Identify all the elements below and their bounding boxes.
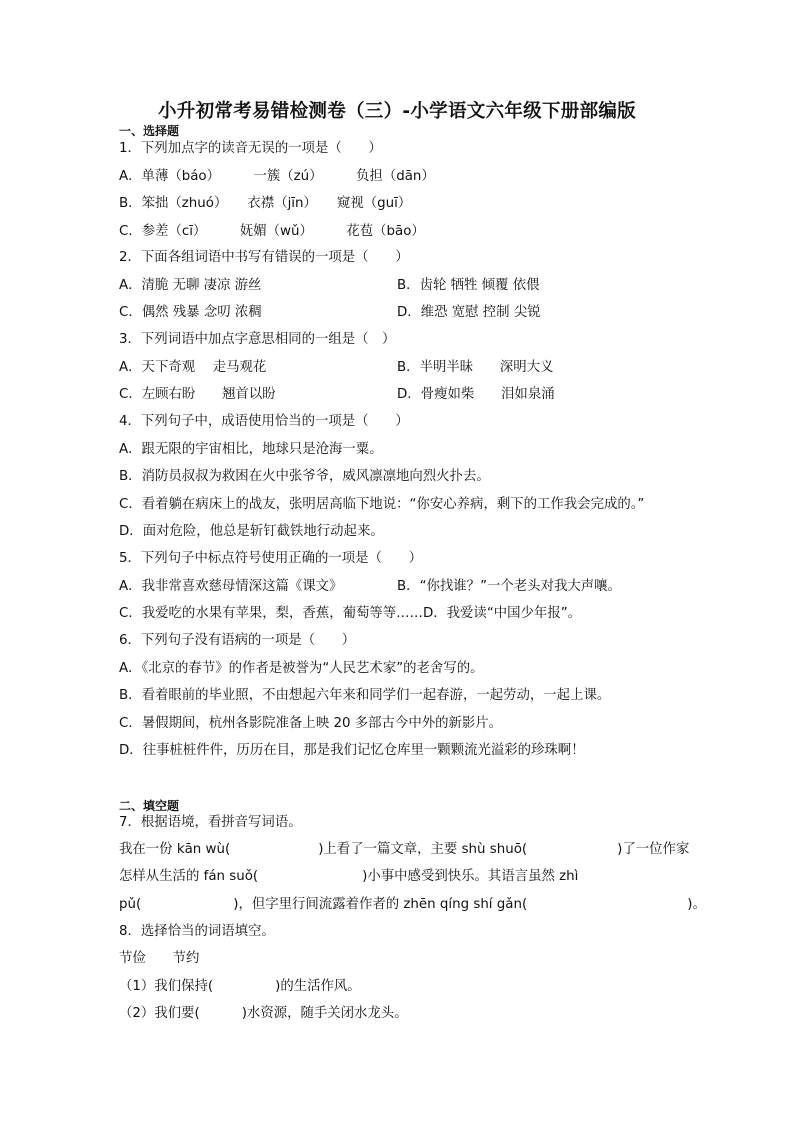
- q6-option-c: C．暑假期间，杭州各影院准备上映 20 多部古今中外的新影片。: [119, 716, 503, 731]
- q8-stem: 8．选择恰当的词语填空。: [119, 924, 275, 939]
- q7-line-1: [119, 841, 689, 859]
- q8-word-choices: 节俭 节约: [119, 951, 200, 966]
- q6-stem: 6．下列句子没有语病的一项是（ ）: [119, 633, 356, 648]
- q4-option-d: D．面对危险，他总是斩钉截铁地行动起来。: [119, 524, 384, 539]
- q4-stem: 4．下列句子中，成语使用恰当的一项是（ ）: [119, 414, 409, 429]
- q2-stem: 2．下面各组词语中书写有错误的一项是（ ）: [119, 250, 409, 265]
- q7-line-2: [119, 868, 578, 886]
- q7-text: )，但字里行间流露着作者的 zhēn qíng shí gǎn(: [233, 897, 528, 912]
- page-title: 小升初常考易错检测卷（三）-小学语文六年级下册部编版: [158, 101, 636, 122]
- q1-stem: 1．下列加点字的读音无误的一项是（ ）: [119, 141, 382, 156]
- q7-line-3: [119, 896, 706, 914]
- q4-option-a: A．跟无限的宇宙相比，地球只是沧海一粟。: [119, 442, 383, 457]
- q1-option-c: C．参差（cī） 妩媚（wǔ） 花苞（bāo）: [119, 224, 425, 239]
- q6-option-a: A．《北京的春节》的作者是被誉为“人民艺术家”的老舍写的。: [119, 661, 484, 676]
- q8-sentence-2: [119, 1005, 408, 1023]
- q8-sentence-1: [119, 978, 361, 996]
- section-heading-choice: 一、选择题: [119, 124, 180, 138]
- q8-text: （1）我们保持(: [119, 979, 214, 994]
- q2-option-d: D．维恐 宽慰 控制 尖锐: [397, 305, 541, 320]
- q5-stem: 5．下列句子中标点符号使用正确的一项是（ ）: [119, 551, 423, 566]
- q7-text: )。: [687, 897, 706, 912]
- q7-text: )了一位作家: [617, 842, 690, 857]
- section-heading-fill: 二、填空题: [119, 799, 180, 813]
- q3-option-a: A．天下奇观 走马观花: [119, 360, 267, 375]
- q5-option-b: B．“你找谁？”一个老头对我大声嚷。: [397, 579, 621, 594]
- q3-stem: 3．下列词语中加点字意思相同的一组是（ ）: [119, 332, 396, 347]
- q7-text: 怎样从生活的 fán suǒ(: [119, 869, 259, 884]
- q8-text: （2）我们要(: [119, 1006, 200, 1021]
- q3-option-c: C．左顾右盼 翘首以盼: [119, 387, 276, 402]
- q4-option-b: B．消防员叔叔为救困在火中张爷爷，威风凛凛地向烈火扑去。: [119, 469, 490, 484]
- q6-option-d: D．往事桩桩件件，历历在目，那是我们记忆仓库里一颗颗流光溢彩的珍珠啊！: [119, 743, 585, 758]
- q7-stem: 7．根据语境，看拼音写词语。: [119, 815, 302, 830]
- q5-option-cd: C．我爱吃的水果有苹果，梨，香蕉，葡萄等等……D．我爱读“中国少年报”。: [119, 606, 582, 621]
- q5-option-a: A．我非常喜欢慈母情深这篇《课文》: [119, 579, 343, 594]
- q3-option-b: B．半明半昧 深明大义: [397, 360, 554, 375]
- q7-text: )上看了一篇文章，主要 shù shuō(: [318, 842, 528, 857]
- q8-text: )的生活作风。: [275, 979, 361, 994]
- q1-option-b: B．笨拙（zhuó） 衣襟（jīn） 窥视（guī）: [119, 196, 412, 211]
- q3-option-d: D．骨瘦如柴 泪如泉涌: [397, 387, 555, 402]
- q7-text: pǔ(: [119, 897, 142, 912]
- q2-option-b: B．齿轮 牺牲 倾覆 依偎: [397, 278, 540, 293]
- q1-option-a: A．单薄（báo） 一簇（zú） 负担（dān）: [119, 169, 435, 184]
- q8-text: )水资源，随手关闭水龙头。: [241, 1006, 408, 1021]
- q2-option-c: C．偶然 残暴 念叨 浓稠: [119, 305, 262, 320]
- q7-text: )小事中感受到快乐。其语言虽然 zhì: [362, 869, 579, 884]
- q6-option-b: B．看着眼前的毕业照，不由想起六年来和同学们一起春游，一起劳动，一起上课。: [119, 688, 611, 703]
- q2-option-a: A．清脆 无聊 凄凉 游丝: [119, 278, 262, 293]
- q4-option-c: C．看着躺在病床上的战友，张明居高临下地说：“你安心养病，剩下的工作我会完成的。”: [119, 497, 645, 512]
- q7-text: 我在一份 kān wù(: [119, 842, 231, 857]
